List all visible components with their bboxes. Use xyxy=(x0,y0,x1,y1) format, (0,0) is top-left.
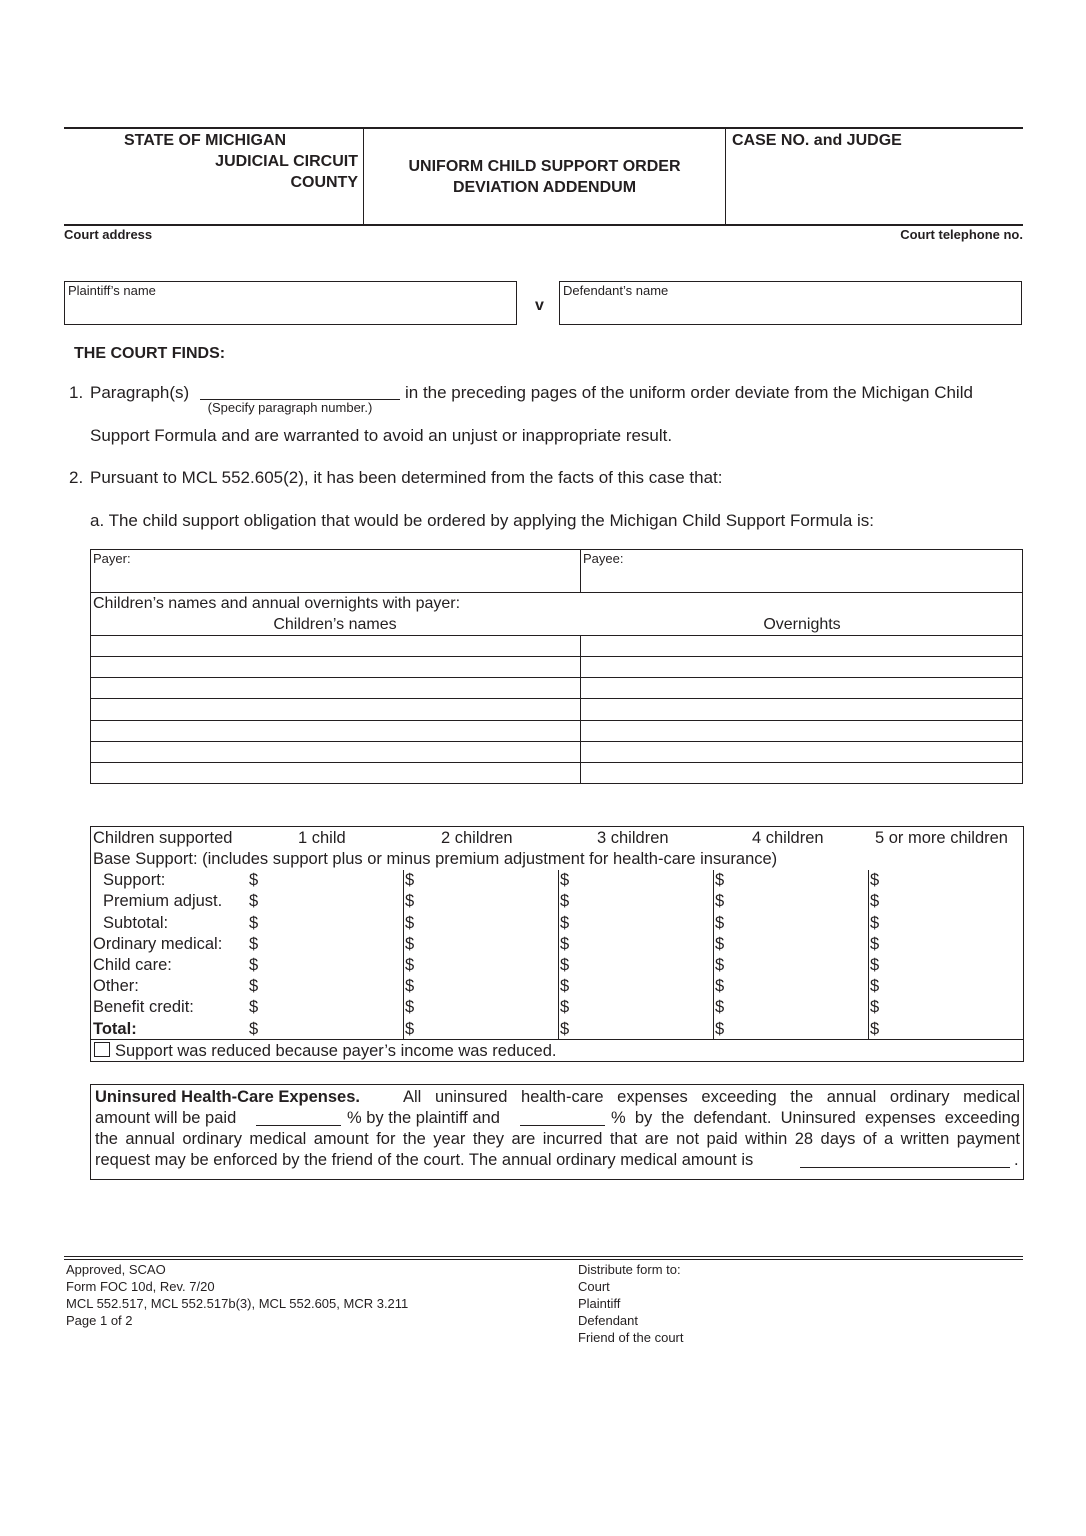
col-5-children: 5 or more children xyxy=(875,829,1008,847)
table-row-rule xyxy=(90,762,1023,763)
income-reduced-checkbox[interactable] xyxy=(94,1042,110,1057)
plaintiff-name-label: Plaintiff’s name xyxy=(68,283,156,298)
header-bottom-rule xyxy=(64,224,1023,226)
income-reduced-label: Support was reduced because payer’s income was reduced. xyxy=(115,1042,557,1060)
row-label-subtotal: Subtotal: xyxy=(103,914,169,932)
amount-cell-child-care-col3[interactable]: $ xyxy=(560,956,570,974)
amount-cell-subtotal-col1[interactable]: $ xyxy=(249,914,259,932)
column-divider xyxy=(558,870,559,1039)
distribute-friend-of-court: Friend of the court xyxy=(578,1330,684,1345)
footer-approved: Approved, SCAO xyxy=(66,1262,166,1277)
case-number-label: CASE NO. and JUDGE xyxy=(732,132,902,149)
amount-cell-child-care-col2[interactable]: $ xyxy=(405,956,415,974)
table-rule xyxy=(90,1039,1024,1040)
header-divider xyxy=(363,128,364,224)
col-3-children: 3 children xyxy=(597,829,669,847)
col-1-child: 1 child xyxy=(298,829,346,847)
amount-cell-benefit-credit-col2[interactable]: $ xyxy=(405,998,415,1016)
amount-cell-child-care-col1[interactable]: $ xyxy=(249,956,259,974)
row-label-other: Other: xyxy=(93,977,139,995)
court-address-label: Court address xyxy=(64,227,153,242)
footer-form-number: Form FOC 10d, Rev. 7/20 xyxy=(66,1279,215,1294)
row-label-child-care: Child care: xyxy=(93,956,172,974)
amount-cell-premium-adjust-col4[interactable]: $ xyxy=(715,892,725,910)
ordinary-medical-amount-field[interactable] xyxy=(800,1167,1010,1168)
footer-rule xyxy=(64,1259,1023,1260)
item2-number: 2. xyxy=(69,468,84,487)
distribute-plaintiff: Plaintiff xyxy=(578,1296,621,1311)
amount-cell-subtotal-col5[interactable]: $ xyxy=(870,914,880,932)
distribute-defendant: Defendant xyxy=(578,1313,638,1328)
amount-cell-total-col3[interactable]: $ xyxy=(560,1020,570,1038)
children-heading: Children’s names and annual overnights with payer: xyxy=(93,595,461,612)
uninsured-line4: request may be enforced by the friend of the court. The annual ordinary medical amount is xyxy=(95,1151,754,1169)
table-row-rule xyxy=(90,741,1023,742)
uninsured-line1: All uninsured health-care expenses exceeding the annual ordinary medical xyxy=(403,1088,1020,1106)
table-row-rule xyxy=(90,677,1023,678)
uninsured-line2-a: amount will be paid xyxy=(95,1109,237,1127)
court-phone-label: Court telephone no. xyxy=(900,227,1023,242)
row-label-premium-adjust: Premium adjust. xyxy=(103,892,223,910)
item1-number: 1. xyxy=(69,383,84,402)
uninsured-title: Uninsured Health-Care Expenses. xyxy=(95,1088,360,1106)
table-row-rule xyxy=(90,720,1023,721)
amount-cell-premium-adjust-col1[interactable]: $ xyxy=(249,892,259,910)
amount-cell-total-col1[interactable]: $ xyxy=(249,1020,259,1038)
distribute-heading: Distribute form to: xyxy=(578,1262,681,1277)
column-divider xyxy=(713,870,714,1039)
amount-cell-other-col4[interactable]: $ xyxy=(715,977,725,995)
amount-cell-total-col5[interactable]: $ xyxy=(870,1020,880,1038)
findings-heading: THE COURT FINDS: xyxy=(74,345,226,362)
table-row-rule xyxy=(90,698,1023,699)
footer-authority: MCL 552.517, MCL 552.517b(3), MCL 552.605, MCR 3.211 xyxy=(66,1296,409,1311)
amount-cell-premium-adjust-col3[interactable]: $ xyxy=(560,892,570,910)
uninsured-line3: the annual ordinary medical amount for the year they are incurred that are not paid within 28 days of a written payment xyxy=(95,1130,1020,1148)
row-label-benefit-credit: Benefit credit: xyxy=(93,998,194,1016)
payer-payee-divider xyxy=(580,549,581,592)
uninsured-line4-end: . xyxy=(1014,1151,1019,1169)
distribute-court: Court xyxy=(578,1279,610,1294)
amount-cell-benefit-credit-col4[interactable]: $ xyxy=(715,998,725,1016)
payee-label: Payee: xyxy=(583,551,624,566)
base-support-note: Base Support: (includes support plus or minus premium adjustment for health-care insurance) xyxy=(93,850,778,868)
uninsured-line2-c: % by the defendant. Uninsured expenses exceeding xyxy=(611,1109,1020,1127)
amount-cell-other-col5[interactable]: $ xyxy=(870,977,880,995)
amount-cell-other-col3[interactable]: $ xyxy=(560,977,570,995)
item1-prefix: Paragraph(s) xyxy=(90,383,190,402)
versus-label: v xyxy=(535,297,544,314)
defendant-name-label: Defendant’s name xyxy=(563,283,669,298)
amount-cell-benefit-credit-col5[interactable]: $ xyxy=(870,998,880,1016)
column-divider xyxy=(868,870,869,1039)
form-title-line1: UNIFORM CHILD SUPPORT ORDER xyxy=(408,158,681,175)
amount-cell-ordinary-medical-col2[interactable]: $ xyxy=(405,935,415,953)
amount-cell-ordinary-medical-col5[interactable]: $ xyxy=(870,935,880,953)
children-names-column-header: Children’s names xyxy=(273,616,397,633)
amount-cell-ordinary-medical-col4[interactable]: $ xyxy=(715,935,725,953)
amount-cell-ordinary-medical-col1[interactable]: $ xyxy=(249,935,259,953)
payer-label: Payer: xyxy=(93,551,131,566)
defendant-percent-field[interactable] xyxy=(520,1125,605,1126)
form-title-line2: DEVIATION ADDENDUM xyxy=(452,179,637,196)
amount-cell-child-care-col5[interactable]: $ xyxy=(870,956,880,974)
plaintiff-percent-field[interactable] xyxy=(256,1125,341,1126)
table-rule xyxy=(90,635,1023,636)
footer-page-number: Page 1 of 2 xyxy=(66,1313,133,1328)
amount-cell-premium-adjust-col2[interactable]: $ xyxy=(405,892,415,910)
county-label: COUNTY xyxy=(290,174,358,191)
footer-distribution xyxy=(578,1261,684,1346)
row-label-ordinary-medical: Ordinary medical: xyxy=(93,935,223,953)
state-label: STATE OF MICHIGAN xyxy=(124,132,287,149)
item2a-text: a. The child support obligation that would be ordered by applying the Michigan Child Support Formula is: xyxy=(90,511,875,530)
amount-cell-other-col1[interactable]: $ xyxy=(249,977,259,995)
footer-rule xyxy=(64,1256,1023,1257)
amount-cell-benefit-credit-col1[interactable]: $ xyxy=(249,998,259,1016)
row-label-total: Total: xyxy=(93,1020,137,1038)
circuit-label: JUDICIAL CIRCUIT xyxy=(215,153,358,170)
amount-cell-child-care-col4[interactable]: $ xyxy=(715,956,725,974)
amount-cell-ordinary-medical-col3[interactable]: $ xyxy=(560,935,570,953)
defendant-name-field[interactable] xyxy=(559,281,1022,325)
amount-cell-support-col4[interactable]: $ xyxy=(715,871,725,889)
col-2-children: 2 children xyxy=(441,829,513,847)
table-rule xyxy=(90,592,1023,593)
header-divider xyxy=(725,128,726,224)
payer-children-table xyxy=(90,549,1023,784)
amount-cell-total-col4[interactable]: $ xyxy=(715,1020,725,1038)
amount-cell-subtotal-col4[interactable]: $ xyxy=(715,914,725,932)
amount-cell-support-col2[interactable]: $ xyxy=(405,871,415,889)
overnights-column-header: Overnights xyxy=(763,616,841,633)
amount-cell-benefit-credit-col3[interactable]: $ xyxy=(560,998,570,1016)
item1-suffix: in the preceding pages of the uniform order deviate from the Michigan Child xyxy=(405,383,973,402)
amount-cell-premium-adjust-col5[interactable]: $ xyxy=(870,892,880,910)
amount-cell-total-col2[interactable]: $ xyxy=(405,1020,415,1038)
item1-line2: Support Formula and are warranted to avoid an unjust or inappropriate result. xyxy=(90,426,673,445)
amount-cell-other-col2[interactable]: $ xyxy=(405,977,415,995)
amount-cell-support-col5[interactable]: $ xyxy=(870,871,880,889)
uninsured-line2-b: % by the plaintiff and xyxy=(347,1109,500,1127)
paragraph-number-hint: (Specify paragraph number.) xyxy=(207,400,373,415)
amount-cell-subtotal-col2[interactable]: $ xyxy=(405,914,415,932)
item2-text: Pursuant to MCL 552.605(2), it has been determined from the facts of this case that: xyxy=(90,468,723,487)
row-label-support: Support: xyxy=(103,871,166,889)
support-header-label: Children supported xyxy=(93,829,233,847)
col-4-children: 4 children xyxy=(752,829,824,847)
column-divider xyxy=(403,870,404,1039)
amount-cell-subtotal-col3[interactable]: $ xyxy=(560,914,570,932)
footer-left xyxy=(66,1261,408,1329)
table-row-rule xyxy=(90,656,1023,657)
header-top-rule xyxy=(64,127,1023,129)
amount-cell-support-col1[interactable]: $ xyxy=(249,871,259,889)
amount-cell-support-col3[interactable]: $ xyxy=(560,871,570,889)
plaintiff-name-field[interactable] xyxy=(64,281,517,325)
